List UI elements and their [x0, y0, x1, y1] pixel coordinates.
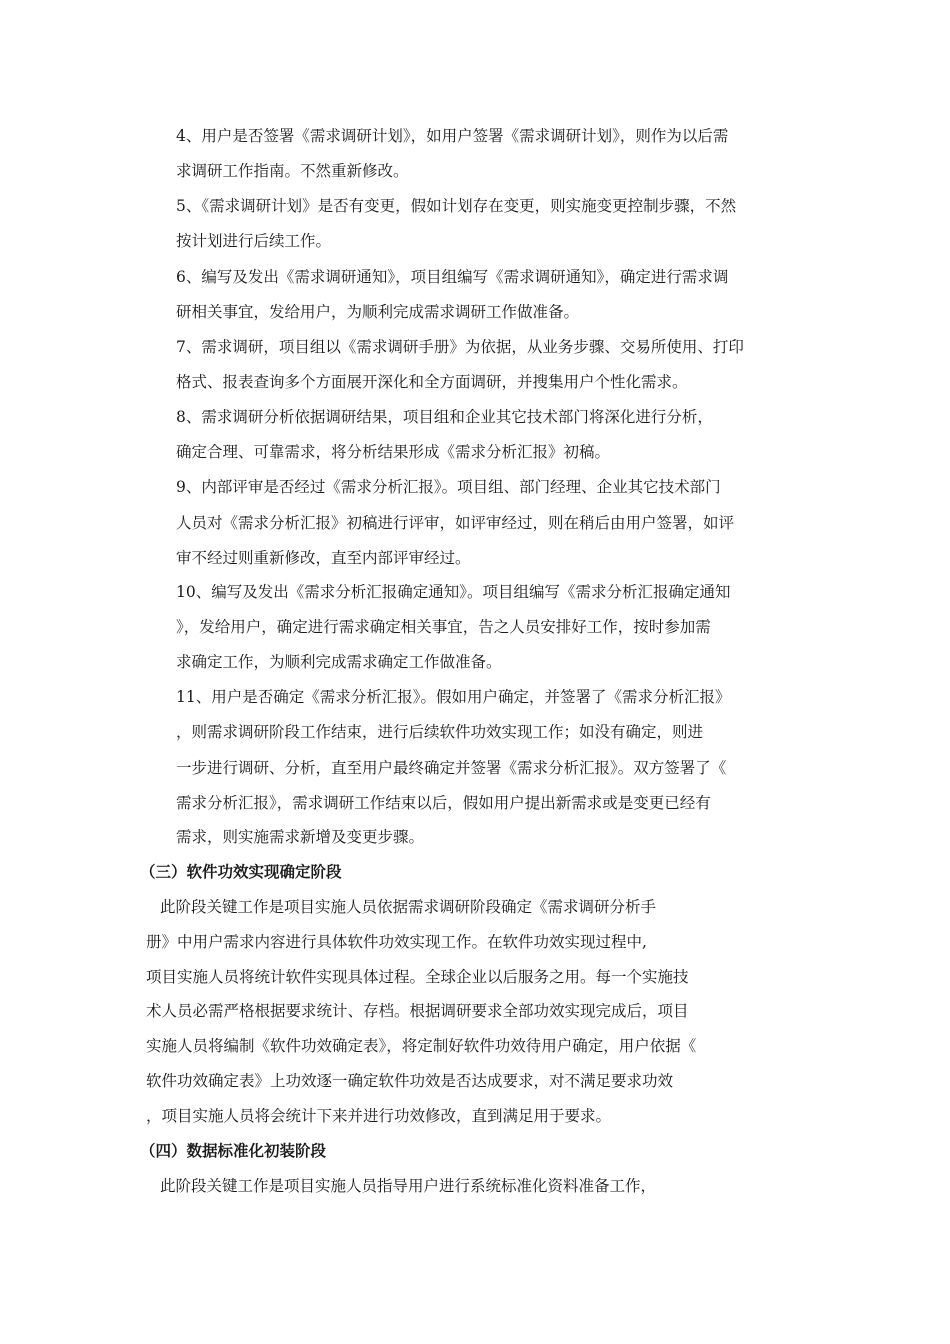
paragraph-line: 研相关事宜，发给用户，为顺利完成需求调研工作做准备。 — [176, 303, 580, 321]
paragraph-line: 4、用户是否签署《需求调研计划》，如用户签署《需求调研计划》，则作为以后需 — [176, 127, 729, 145]
paragraph-line: 需求，则实施需求新增及变更步骤。 — [176, 828, 425, 846]
paragraph-line: 11、用户是否确定《需求分析汇报》。假如用户确定，并签署了《需求分析汇报》 — [176, 688, 731, 706]
paragraph-line: 需求分析汇报》，需求调研工作结束以后，假如用户提出新需求或是变更已经有 — [176, 794, 711, 812]
paragraph-line: 9、内部评审是否经过《需求分析汇报》。项目组、部门经理、企业其它技术部门 — [176, 478, 721, 496]
paragraph-line: 求确定工作，为顺利完成需求确定工作做准备。 — [176, 653, 502, 671]
paragraph-line: 此阶段关键工作是项目实施人员指导用户进行系统标准化资料准备工作， — [160, 1177, 657, 1195]
paragraph-line: 按计划进行后续工作。 — [176, 232, 332, 250]
paragraph-line: 册》中用户需求内容进行具体软件功效实现工作。在软件功效实现过程中, — [146, 933, 647, 951]
paragraph-line: 术人员必需严格根据要求统计、存档。根据调研要求全部功效实现完成后，项目 — [146, 1002, 689, 1020]
paragraph-line: 实施人员将编制《软件功效确定表》，将定制好软件功效待用户确定，用户依据《 — [146, 1037, 697, 1055]
paragraph-line: ，则需求调研阶段工作结束，进行后续软件功效实现工作；如没有确定，则进 — [176, 723, 704, 741]
paragraph-line: 8、需求调研分析依据调研结果，项目组和企业其它技术部门将深化进行分析， — [176, 408, 713, 426]
paragraph-line: 求调研工作指南。不然重新修改。 — [176, 162, 409, 180]
paragraph-line: 此阶段关键工作是项目实施人员依据需求调研阶段确定《需求调研分析手 — [160, 898, 657, 916]
paragraph-line: 5、《需求调研计划》是否有变更，假如计划存在变更，则实施变更控制步骤，不然 — [176, 197, 737, 215]
paragraph-line: 确定合理、可靠需求，将分析结果形成《需求分析汇报》初稿。 — [176, 443, 611, 461]
paragraph-line: 软件功效确定表》上功效逐一确定软件功效是否达成要求，对不满足要求功效 — [146, 1072, 674, 1090]
paragraph-line: 审不经过则重新修改，直至内部评审经过。 — [176, 549, 471, 567]
paragraph-line: 一步进行调研、分析，直至用户最终确定并签署《需求分析汇报》。双方签署了《 — [176, 759, 727, 777]
section-heading: （三）软件功效实现确定阶段 — [140, 862, 342, 881]
paragraph-line: 人员对《需求分析汇报》初稿进行评审，如评审经过，则在稍后由用户签署，如评 — [176, 514, 735, 532]
paragraph-line: 7、需求调研，项目组以《需求调研手册》为依据，从业务步骤、交易所使用、打印 — [176, 338, 744, 356]
paragraph-line: 10、编写及发出《需求分析汇报确定通知》。项目组编写《需求分析汇报确定通知 — [176, 583, 731, 601]
paragraph-line: 格式、报表查询多个方面展开深化和全方面调研，并搜集用户个性化需求。 — [176, 373, 688, 391]
paragraph-line: ，项目实施人员将会统计下来并进行功效修改，直到满足用于要求。 — [146, 1107, 612, 1125]
section-heading: （四）数据标准化初装阶段 — [140, 1141, 327, 1160]
paragraph-line: 6、编写及发出《需求调研通知》，项目组编写《需求调研通知》，确定进行需求调 — [176, 268, 729, 286]
paragraph-line: 》，发给用户，确定进行需求确定相关事宜，告之人员安排好工作，按时参加需 — [176, 618, 711, 636]
paragraph-line: 项目实施人员将统计软件实现具体过程。全球企业以后服务之用。每一个实施技 — [146, 968, 689, 986]
